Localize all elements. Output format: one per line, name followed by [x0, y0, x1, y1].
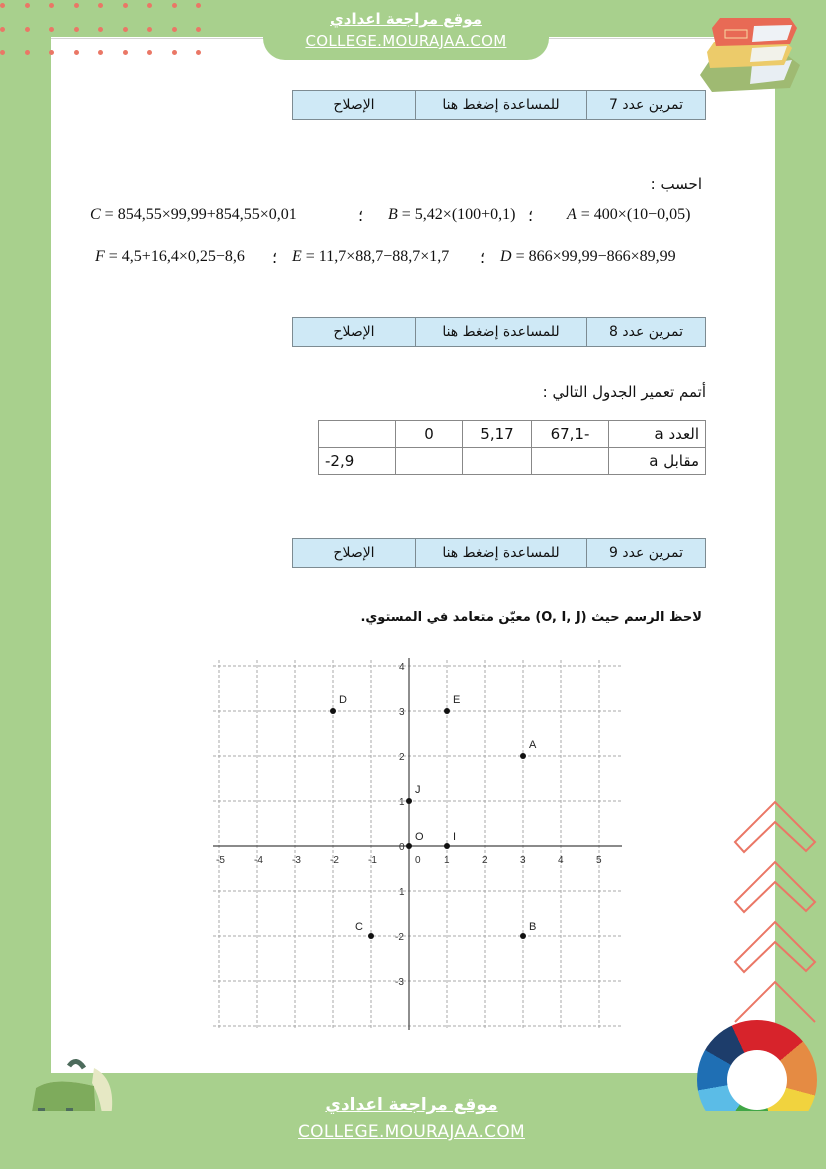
row-label: مقابل a: [609, 448, 706, 475]
table-cell: [396, 448, 463, 475]
svg-text:A: A: [529, 739, 537, 751]
svg-text:D: D: [339, 694, 347, 706]
svg-text:4: 4: [399, 662, 405, 673]
svg-text:4: 4: [558, 855, 564, 866]
svg-text:C: C: [355, 921, 363, 933]
svg-text:2: 2: [482, 855, 488, 866]
decorative-dots: [0, 0, 210, 60]
table-cell: 5,17: [463, 421, 532, 448]
expression-E: E = 11,7×88,7−88,7×1,7: [292, 248, 450, 265]
footer-tab: [263, 1073, 560, 1169]
svg-text:O: O: [415, 831, 424, 843]
chevron-up-decorations-icon: [733, 790, 818, 1025]
header-tab: [263, 0, 549, 60]
svg-text:0: 0: [415, 855, 421, 866]
exercise-9-correction-link[interactable]: الإصلاح: [333, 545, 375, 561]
svg-text:2: 2: [399, 752, 405, 763]
exercise-8-header: [292, 317, 706, 347]
expression-C: C = 854,55×99,99+854,55×0,01: [90, 206, 297, 223]
svg-text:-5: -5: [216, 855, 225, 866]
site-title-arabic[interactable]: موقع مراجعة اعدادي: [330, 10, 482, 28]
svg-text:1: 1: [399, 887, 405, 898]
books-icon: [692, 10, 802, 95]
exercise-8-help-link[interactable]: للمساعدة إضغط هنا: [415, 318, 586, 346]
expression-D: D = 866×99,99−866×89,99: [500, 248, 676, 265]
svg-text:B: B: [529, 921, 537, 933]
svg-text:-2: -2: [395, 932, 404, 943]
opposites-table: [318, 420, 706, 475]
exercise-7-correction-link[interactable]: الإصلاح: [333, 97, 375, 113]
svg-text:1: 1: [444, 855, 450, 866]
expression-separator: ؛: [480, 250, 486, 267]
expression-F: F = 4,5+16,4×0,25−8,6: [95, 248, 245, 265]
exercise-8-correction-link[interactable]: الإصلاح: [333, 324, 375, 340]
table-cell: [532, 448, 609, 475]
table-cell: 0: [396, 421, 463, 448]
table-cell: -2,9: [319, 448, 396, 475]
expression-separator: ؛: [272, 250, 278, 267]
expression-A: A = 400×(10−0,05): [567, 206, 691, 223]
footer-site-url[interactable]: COLLEGE.MOURAJAA.COM: [298, 1122, 525, 1142]
table-cell: [463, 448, 532, 475]
table-cell: -67,1: [532, 421, 609, 448]
table-cell: [319, 421, 396, 448]
svg-text:J: J: [415, 784, 421, 796]
expression-separator: ؛: [528, 208, 534, 225]
svg-text:-3: -3: [292, 855, 301, 866]
exercise-7-header: [292, 90, 706, 120]
svg-text:E: E: [453, 694, 461, 706]
footer-site-title-arabic[interactable]: موقع مراجعة اعدادي: [325, 1095, 498, 1115]
svg-text:1: 1: [399, 797, 405, 808]
svg-text:3: 3: [399, 707, 405, 718]
table-row: [319, 421, 706, 448]
site-url[interactable]: COLLEGE.MOURAJAA.COM: [305, 32, 507, 50]
expression-separator: ؛: [358, 208, 364, 225]
exercise-8-title: تمرين عدد 8: [586, 318, 705, 346]
row-label: العدد a: [609, 421, 706, 448]
table-row: [319, 448, 706, 475]
exercise-8-instruction: أتمم تعمير الجدول التالي :: [542, 383, 706, 401]
svg-text:-4: -4: [254, 855, 263, 866]
svg-text:-2: -2: [330, 855, 339, 866]
exercise-7-help-link[interactable]: للمساعدة إضغط هنا: [415, 91, 586, 119]
exercise-9-help-link[interactable]: للمساعدة إضغط هنا: [415, 539, 586, 567]
svg-text:5: 5: [596, 855, 602, 866]
exercise-9-title: تمرين عدد 9: [586, 539, 705, 567]
svg-text:3: 3: [520, 855, 526, 866]
exercise-9-header: [292, 538, 706, 568]
exercise-7-title: تمرين عدد 7: [586, 91, 705, 119]
svg-text:I: I: [453, 831, 457, 843]
svg-text:-3: -3: [395, 977, 404, 988]
svg-text:0: 0: [399, 842, 405, 853]
svg-text:-1: -1: [368, 855, 377, 866]
coordinate-plane: [210, 655, 630, 1035]
exercise-9-instruction: لاحظ الرسم حيث (O, I, J) معيّن متعامد في المستوي.: [360, 610, 702, 625]
expression-B: B = 5,42×(100+0,1): [388, 206, 516, 223]
exercise-7-instruction: احسب :: [650, 175, 702, 193]
